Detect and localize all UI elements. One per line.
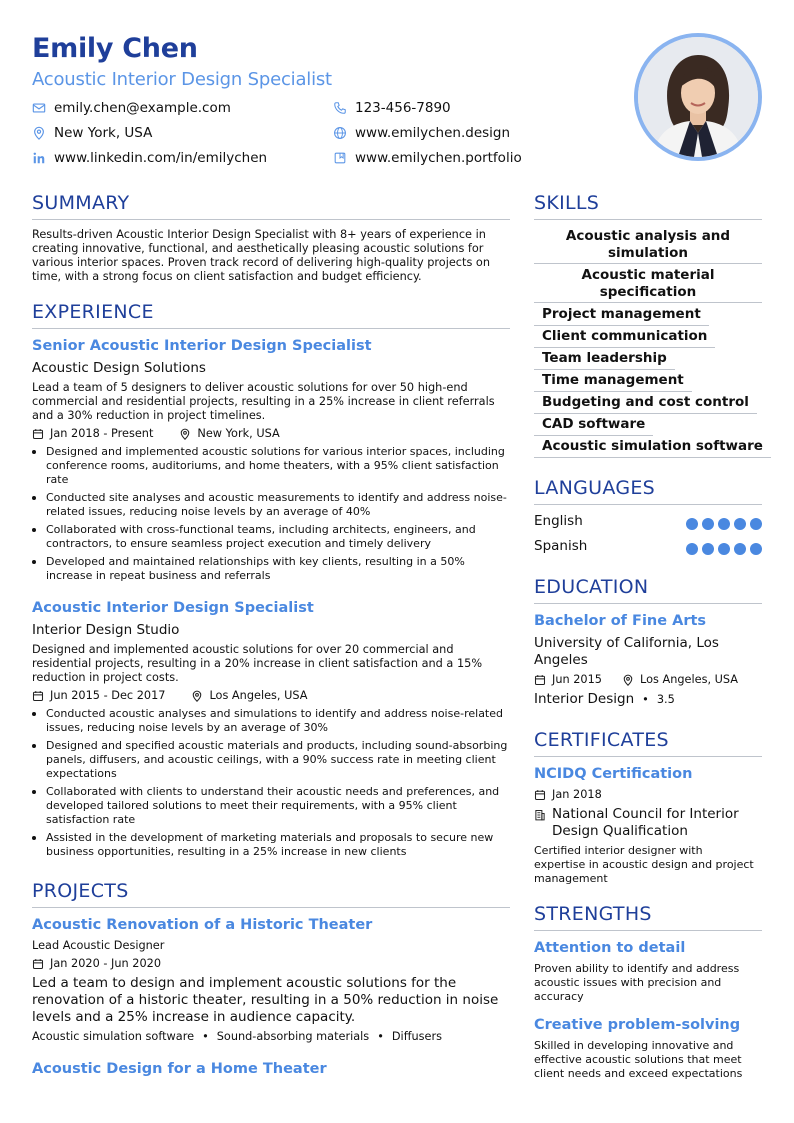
language-name: Spanish	[534, 538, 588, 554]
project-tag: Sound-absorbing materials	[216, 1030, 370, 1043]
project-title: Acoustic Design for a Home Theater	[32, 1061, 327, 1077]
skill-item: Acoustic material specification	[534, 267, 762, 303]
strength-description: Proven ability to identify and address acoustic issues with precision and accuracy	[534, 962, 740, 1003]
languages-divider	[534, 504, 762, 505]
linkedin-icon	[32, 151, 46, 165]
job-meta	[32, 427, 280, 440]
skill-item: Project management	[534, 306, 709, 326]
job-title: Senior Acoustic Interior Design Specialist	[32, 338, 372, 354]
job-location: New York, USA	[197, 427, 280, 440]
level-dot	[750, 518, 762, 530]
website-contact[interactable]	[333, 125, 510, 141]
job-bullet: Collaborated with cross-functional teams, including architects, engineers, and contractors, to ensure seamless project execution and timely delivery	[32, 523, 512, 551]
project-tag: Diffusers	[391, 1030, 443, 1043]
map-pin-icon	[32, 126, 46, 140]
job-description: Lead a team of 5 designers to deliver acoustic solutions for over 50 high-end commercial and residential projects, resulting in a 25% increase in client referrals and a 30% reduction in project timelines.	[32, 381, 495, 422]
project-title: Acoustic Renovation of a Historic Theater	[32, 917, 373, 933]
strengths-divider	[534, 930, 762, 931]
skill-item: Time management	[534, 372, 692, 392]
envelope-icon	[32, 101, 46, 115]
profile-photo	[634, 33, 762, 161]
level-dot	[702, 543, 714, 555]
project-dates: Jan 2020 - Jun 2020	[50, 957, 162, 970]
education-location: Los Angeles, USA	[640, 673, 739, 686]
skills-divider	[534, 219, 762, 220]
certificate-description: Certified interior designer with expertise in acoustic design and project management	[534, 844, 754, 885]
skill-item: Acoustic simulation software	[534, 438, 771, 458]
languages-heading: LANGUAGES	[534, 477, 656, 499]
summary-heading: SUMMARY	[32, 192, 130, 214]
map-pin-icon	[191, 690, 203, 702]
strength-description: Skilled in developing innovative and effective acoustic solutions that meet client needs and exceed expectations	[534, 1039, 743, 1080]
job-bullet: Conducted site analyses and acoustic measurements to identify and address noise-related issues, reducing noise levels by an average of 40%	[32, 491, 512, 519]
map-pin-icon	[622, 674, 634, 686]
skill-item: Team leadership	[534, 350, 675, 370]
calendar-icon	[32, 428, 44, 440]
project-tags: Acoustic simulation software • Sound-absorbing materials • Diffusers	[32, 1030, 443, 1043]
certificate-issuer: National Council for Interior Design Qualification	[552, 806, 739, 839]
certificate-date: Jan 2018	[552, 788, 602, 801]
education-gpa: 3.5	[656, 692, 675, 706]
strengths-heading: STRENGTHS	[534, 903, 652, 925]
job-bullet: Collaborated with clients to understand their acoustic needs and preferences, and developed tailored solutions to meet their requirements, with a 95% client satisfaction rate	[32, 785, 512, 827]
email-text: emily.chen@example.com	[54, 100, 231, 116]
projects-heading: PROJECTS	[32, 880, 129, 902]
calendar-icon	[32, 958, 44, 970]
skill-item: Client communication	[534, 328, 715, 348]
certificates-divider	[534, 756, 762, 757]
candidate-role: Acoustic Interior Design Specialist	[32, 69, 332, 90]
skill-item: CAD software	[534, 416, 653, 436]
map-pin-icon	[179, 428, 191, 440]
level-dot	[718, 543, 730, 555]
linkedin-contact[interactable]	[32, 150, 267, 166]
experience-divider	[32, 328, 510, 329]
job-company: Acoustic Design Solutions	[32, 360, 206, 376]
language-name: English	[534, 513, 583, 529]
job-dates: Jan 2018 - Present	[50, 427, 154, 440]
education-school: University of California, Los Angeles	[534, 635, 719, 668]
level-dot	[686, 518, 698, 530]
job-title: Acoustic Interior Design Specialist	[32, 600, 314, 616]
education-degree: Bachelor of Fine Arts	[534, 613, 707, 629]
level-dot	[734, 543, 746, 555]
summary-text: Results-driven Acoustic Interior Design Specialist with 8+ years of experience in creating innovative, functional, and aesthetically pleasing acoustic solutions for various interior spaces. Proven track record of delivering high-quality projects on time, with a strong focus on client satisfaction and budget efficiency.	[32, 228, 490, 283]
education-year: Jun 2015	[552, 673, 602, 686]
portfolio-contact[interactable]	[333, 150, 522, 166]
skills-heading: SKILLS	[534, 192, 600, 214]
phone-icon	[333, 101, 347, 115]
website-text: www.emilychen.design	[355, 125, 511, 141]
job-description: Designed and implemented acoustic solutions for over 20 commercial and residential projects, resulting in a 20% increase in client satisfaction and a 15% reduction in project costs.	[32, 643, 483, 684]
job-bullet: Assisted in the development of marketing materials and proposals to secure new business opportunities, resulting in a 25% increase in new clients	[32, 831, 512, 859]
portfolio-text: www.emilychen.portfolio	[355, 150, 522, 166]
job-bullet: Designed and specified acoustic materials and products, including sound-absorbing panels, diffusers, and acoustic ceilings, with a 90% success rate in meeting client expectations	[32, 739, 512, 781]
building-icon	[534, 809, 546, 821]
calendar-icon	[534, 789, 546, 801]
project-meta	[32, 957, 161, 970]
phone-text: 123-456-7890	[355, 100, 451, 116]
education-meta	[534, 673, 738, 686]
certificate-name: NCIDQ Certification	[534, 766, 693, 782]
level-dot	[750, 543, 762, 555]
education-field-row: Interior Design • 3.5	[534, 691, 675, 707]
certificate-issuer-row	[534, 806, 762, 840]
globe-icon	[333, 126, 347, 140]
skill-item: Acoustic analysis and simulation	[534, 228, 762, 264]
strength-title: Creative problem-solving	[534, 1017, 741, 1033]
job-bullet: Designed and implemented acoustic solutions for various interior spaces, including conference rooms, auditoriums, and home theaters, with a 95% client satisfaction rate	[32, 445, 512, 487]
job-bullet: Conducted acoustic analyses and simulations to identify and address noise-related issues, reducing noise levels by an average of 30%	[32, 707, 512, 735]
calendar-icon	[534, 674, 546, 686]
calendar-icon	[32, 690, 44, 702]
skill-item: Budgeting and cost control	[534, 394, 757, 414]
strength-title: Attention to detail	[534, 940, 686, 956]
level-dot	[734, 518, 746, 530]
experience-heading: EXPERIENCE	[32, 301, 154, 323]
profile-photo-illustration	[638, 37, 758, 157]
phone-contact[interactable]	[333, 100, 451, 116]
certificate-date-row	[534, 788, 602, 801]
candidate-name: Emily Chen	[32, 33, 198, 64]
project-role: Lead Acoustic Designer	[32, 939, 165, 952]
location-contact	[32, 125, 152, 141]
job-dates: Jun 2015 - Dec 2017	[50, 689, 166, 702]
education-divider	[534, 603, 762, 604]
projects-divider	[32, 907, 510, 908]
job-location: Los Angeles, USA	[209, 689, 308, 702]
project-description: Led a team to design and implement acoustic solutions for the renovation of a historic theater, resulting in a 50% reduction in noise levels and a 25% increase in audience capacity.	[32, 975, 499, 1025]
language-level-dots	[686, 518, 762, 530]
level-dot	[686, 543, 698, 555]
project-tag: Acoustic simulation software	[32, 1030, 195, 1043]
certificates-heading: CERTIFICATES	[534, 729, 669, 751]
education-heading: EDUCATION	[534, 576, 649, 598]
job-meta	[32, 689, 307, 702]
job-company: Interior Design Studio	[32, 622, 180, 638]
level-dot	[702, 518, 714, 530]
language-level-dots	[686, 543, 762, 555]
portfolio-icon	[333, 151, 347, 165]
job-bullet: Developed and maintained relationships with key clients, resulting in a 50% increase in repeat business and referrals	[32, 555, 512, 583]
location-text: New York, USA	[54, 125, 153, 141]
level-dot	[718, 518, 730, 530]
email-contact[interactable]	[32, 100, 231, 116]
summary-divider	[32, 219, 510, 220]
linkedin-text: www.linkedin.com/in/emilychen	[54, 150, 268, 166]
education-field: Interior Design	[534, 691, 635, 707]
